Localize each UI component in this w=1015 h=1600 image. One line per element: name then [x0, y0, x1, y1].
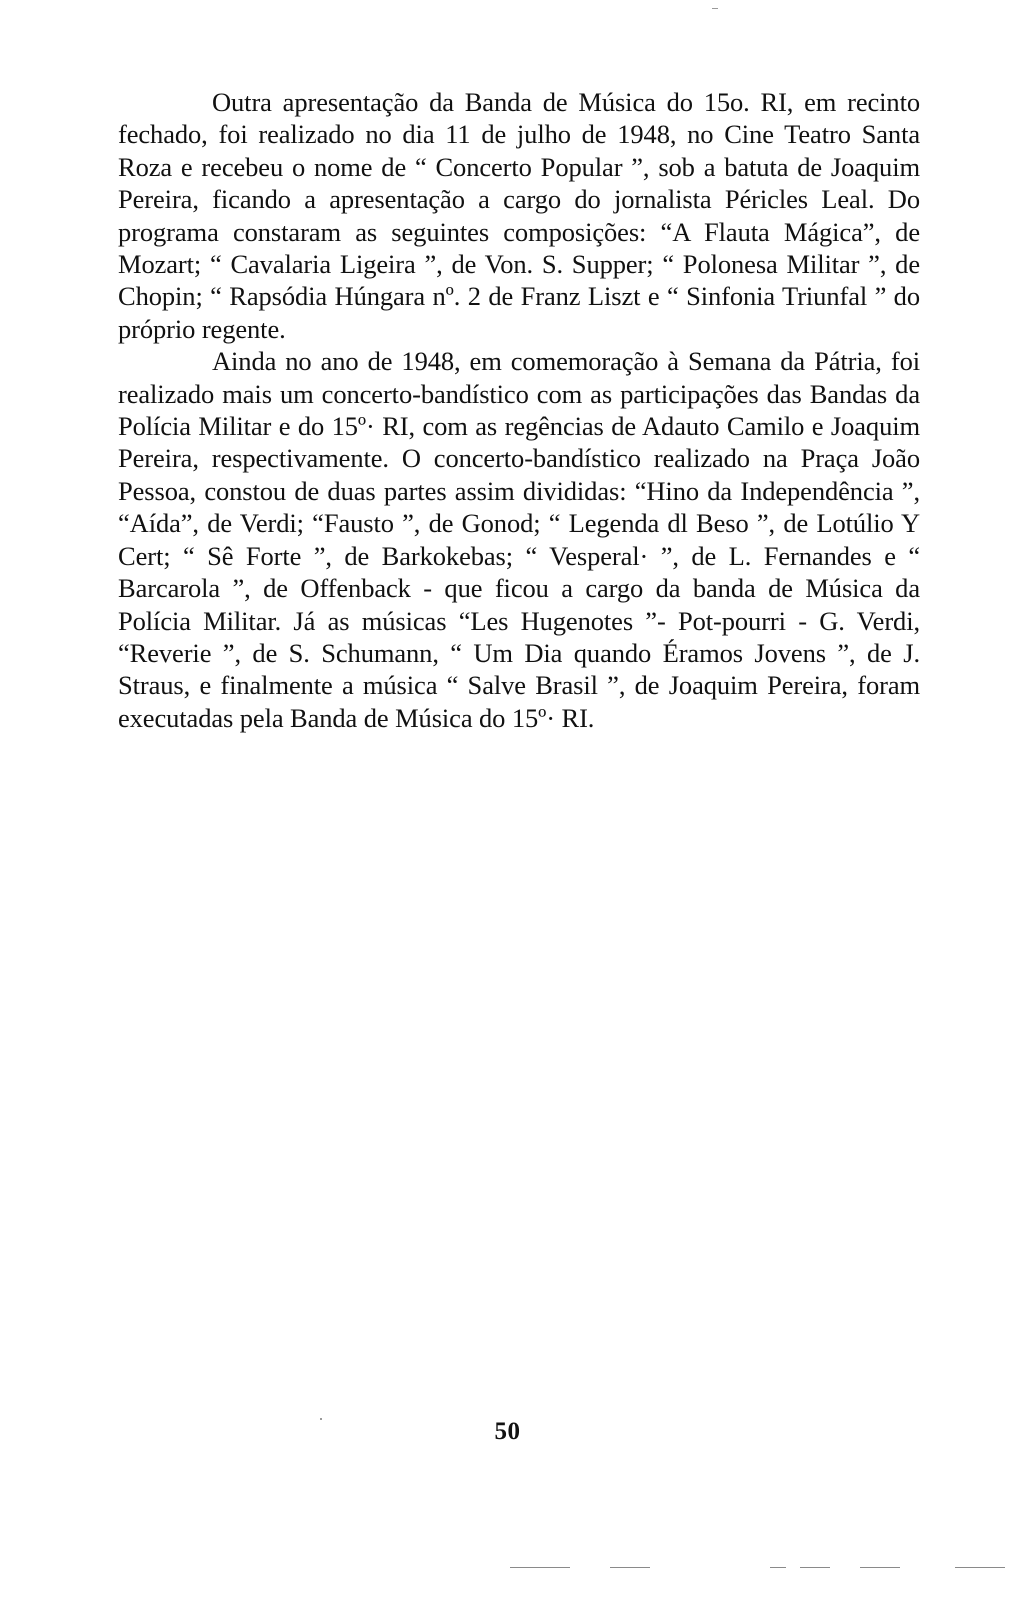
- scan-edge-mark: [955, 1567, 1005, 1568]
- page-number: 50: [494, 1418, 521, 1445]
- scan-edge-mark: [800, 1567, 830, 1568]
- scan-edge-mark: [860, 1567, 900, 1568]
- paragraph-concerto-popular: Outra apresentação da Banda de Música do 15o. RI, em recinto fechado, foi realizado no dia 11 de julho de 1948, no Cine Teatro Santa Roza e recebeu o nome de “ Concerto Popular ”, sob a batuta de Joaquim Pereira, ficando a apresentação a cargo do jornalista Péricles Leal. Do programa constaram as seguintes composições: “A Flauta Mágica”, de Mozart; “ Cavalaria Ligeira ”, de Von. S. Supper; “ Polonesa Militar ”, de Chopin; “ Rapsódia Húngara nº. 2 de Franz Liszt e “ Sinfonia Triunfal ” do próprio regente.: [118, 87, 920, 344]
- scan-speck: [712, 8, 718, 9]
- scan-edge-mark: [510, 1567, 570, 1568]
- scan-edge-mark: [610, 1567, 650, 1568]
- paragraph-semana-da-patria: Ainda no ano de 1948, em comemoração à Semana da Pátria, foi realizado mais um concerto-bandístico com as participações das Bandas da Polícia Militar e do 15º· RI, com as regências de Adauto Camilo e Joaquim Pereira, respectivamente. O concerto-bandístico realizado na Praça João Pessoa, constou de duas partes assim divididas: “Hino da Independência ”, “Aída”, de Verdi; “Fausto ”, de Gonod; “ Legenda dl Beso ”, de Lotúlio Y Cert; “ Sê Forte ”, de Barkokebas; “ Vesperal· ”, de L. Fernandes e “ Barcarola ”, de Offenback - que ficou a cargo da banda de Música da Polícia Militar. Já as músicas “Les Hugenotes ”- Pot-pourri - G. Verdi, “Reverie ”, de S. Schumann, “ Um Dia quando Éramos Jovens ”, de J. Straus, e finalmente a música “ Salve Brasil ”, de Joaquim Pereira, foram executadas pela Banda de Música do 15º· RI.: [118, 346, 920, 733]
- body-text: [118, 86, 920, 734]
- scan-edge-mark: [770, 1567, 786, 1568]
